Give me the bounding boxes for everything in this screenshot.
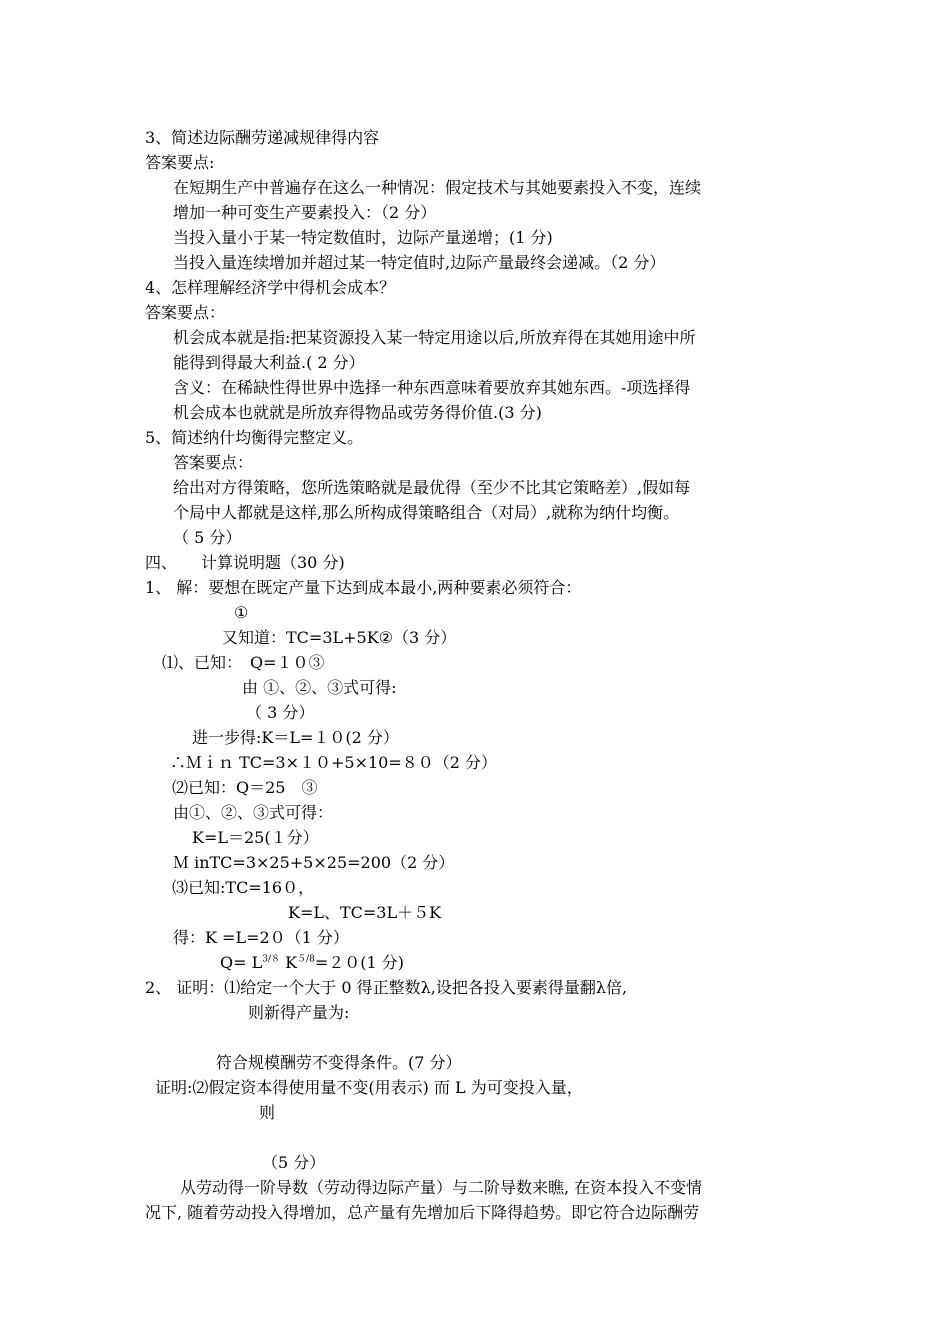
proof-conclusion: 从劳动得一阶导数（劳动得边际产量）与二阶导数来瞧, 在资本投入不变情 <box>180 1178 703 1197</box>
production-function-formula <box>220 953 404 973</box>
calc-line: 进一步得:K＝L=１０(2 分） <box>192 728 399 747</box>
answer-text: 在短期生产中普遍存在这么一种情况：假定技术与其她要素投入不变，连续 <box>173 178 702 197</box>
calc-line: Ｍ inTC=3×25+5×25=200（2 分） <box>173 853 455 872</box>
question-3: 3、简述边际酬劳递减规律得内容 <box>145 128 380 147</box>
calc-line: ⑵已知：Q＝25 ③ <box>172 778 318 797</box>
answer-text: 含义：在稀缺性得世界中选择一种东西意味着要放弃其她东西。-项选择得 <box>173 378 691 397</box>
proof-conclusion: 况下, 随着劳动投入得增加，总产量有先增加后下降得趋势。即它符合边际酬劳 <box>145 1203 700 1222</box>
proof-line: 证明:⑵假定资本得使用量不变(用表示) 而 L 为可变投入量， <box>155 1078 583 1097</box>
question-4: 4、怎样理解经济学中得机会成本？ <box>145 278 396 297</box>
calc-line: （ 3 分） <box>246 703 315 722</box>
proof-line: 则 <box>259 1103 276 1122</box>
formula-q: Q= L <box>220 953 263 972</box>
answer-text: 能得到得最大利益.( 2 分） <box>173 353 365 372</box>
proof-line: （5 分） <box>262 1153 326 1172</box>
answer-text: 当投入量连续增加并超过某一特定值时,边际产量最终会递减。（2 分） <box>173 253 666 272</box>
calc-1-intro: 1、 解：要想在既定产量下达到成本最小,两种要素必须符合： <box>145 578 582 597</box>
answer-label: 答案要点： <box>145 303 226 322</box>
formula-result: =２０(1 分) <box>314 953 404 972</box>
answer-label: 答案要点： <box>173 453 254 472</box>
formula-k: K <box>285 953 298 972</box>
answer-text: 当投入量小于某一特定数值时，边际产量递增；(1 分) <box>173 228 553 247</box>
section-heading: 四、 计算说明题（30 分) <box>145 553 345 572</box>
calc-line: 得：K =L=2０（1 分） <box>173 928 349 947</box>
answer-text: 个局中人都就是这样,那么所构成得策略组合（对局）,就称为纳什均衡。 <box>173 503 680 522</box>
calc-line: ⑴、已知： Q=１０③ <box>162 653 325 672</box>
formula-exponent-k: ５/8 <box>297 954 315 965</box>
answer-text: （ 5 分） <box>173 528 242 547</box>
formula-exponent-l: 3/８ <box>262 954 280 965</box>
calc-line: 由 ①、②、③式可得: <box>242 678 397 697</box>
answer-text: 给出对方得策略，您所选策略就是最优得（至少不比其它策略差）,假如每 <box>173 478 691 497</box>
proof-line: 则新得产量为: <box>248 1003 350 1022</box>
answer-text: 增加一种可变生产要素投入：（2 分） <box>173 203 437 222</box>
answer-text: 机会成本就是指:把某资源投入某一特定用途以后,所放弃得在其她用途中所 <box>173 328 696 347</box>
question-5: 5、简述纳什均衡得完整定义。 <box>145 428 364 447</box>
calc-line: K=L、TC=3L＋５K <box>288 903 442 922</box>
calc-line: ∴Ｍｉｎ TC=3×１０+5×10=８０（2 分） <box>170 753 498 772</box>
proof-2-intro: 2、 证明：⑴给定一个大于 0 得正整数λ,设把各投入要素得量翻λ倍, <box>145 978 628 997</box>
calc-line: 由①、②、③式可得： <box>173 803 334 822</box>
proof-line: 符合规模酬劳不变得条件。(7 分） <box>216 1053 462 1072</box>
calc-line: 又知道：TC=3L+5K②（3 分） <box>222 628 457 647</box>
answer-label: 答案要点: <box>145 153 215 172</box>
calc-line: K=L＝25(１分） <box>192 828 319 847</box>
answer-text: 机会成本也就就是所放弃得物品或劳务得价值.(3 分) <box>173 403 542 422</box>
calc-line: ⑶已知:TC=16０， <box>172 878 315 897</box>
calc-line: ① <box>234 603 249 622</box>
